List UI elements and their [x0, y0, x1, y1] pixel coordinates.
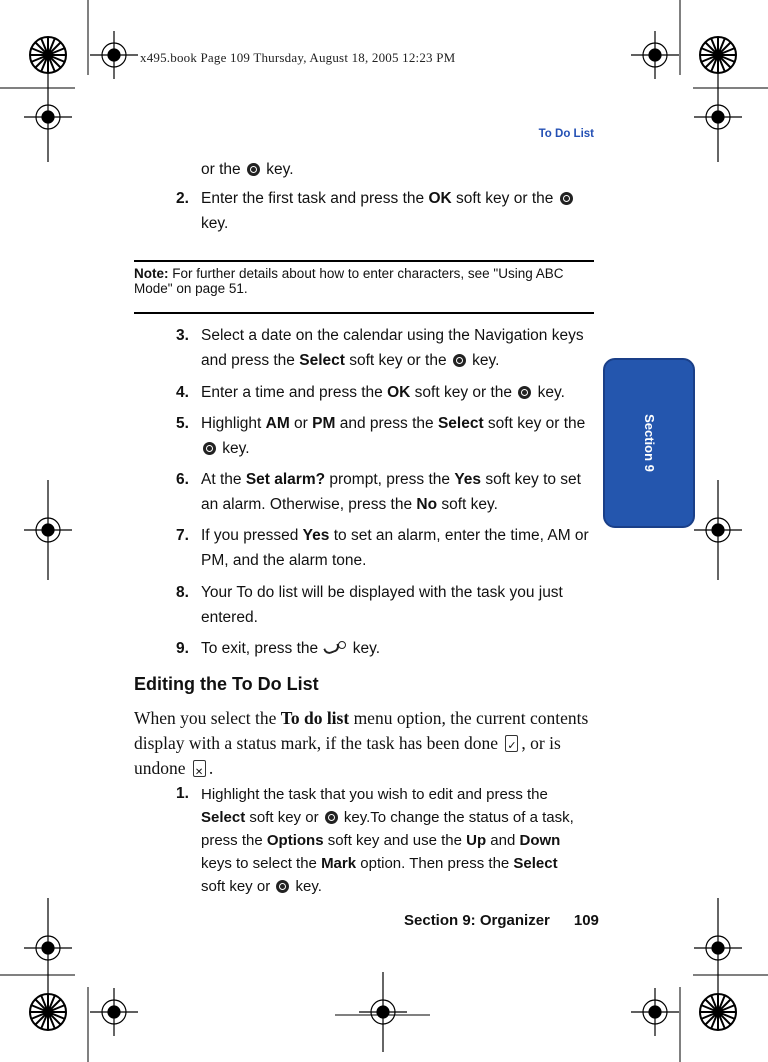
step-7-line-2: PM, and the alarm tone.: [201, 552, 367, 569]
step-3-line-2: and press the Select soft key or the key.: [201, 352, 500, 369]
step-5-line-1: Highlight AM or PM and press the Select soft key or the: [201, 415, 586, 432]
task-undone-icon: [193, 760, 206, 777]
select-key-icon: [203, 442, 216, 455]
select-key-icon: [560, 192, 573, 205]
section-heading: Editing the To Do List: [134, 674, 319, 694]
step-number: 7.: [176, 527, 189, 544]
step-8-line-1: Your To do list will be displayed with the task you just: [201, 584, 563, 601]
step-number: 3.: [176, 327, 189, 344]
step-number: 8.: [176, 584, 189, 601]
note-block: Note: For further details about how to enter characters, see "Using ABC Mode" on page 51.: [134, 266, 564, 296]
select-key-icon: [276, 880, 289, 893]
step-5-line-2: key.: [201, 438, 250, 460]
select-key-icon: [453, 354, 466, 367]
step-2-line-2: key.: [201, 215, 229, 232]
book-info-line: x495.book Page 109 Thursday, August 18, 2005 12:23 PM: [140, 50, 456, 65]
step-6-line-1: At the Set alarm? prompt, press the Yes soft key to set: [201, 471, 581, 488]
step-number: 1.: [176, 785, 189, 802]
page-number: 109: [573, 912, 599, 929]
footer-section: Section 9: Organizer: [404, 912, 550, 929]
step-continuation: or the key.: [201, 161, 294, 178]
edit-step-1: Highlight the task that you wish to edit and press the Select soft key or key.To change the status of a task, press the Options soft key and use the Up and Down keys to select the Mark option. Then press the Select soft key or key.: [201, 786, 574, 895]
step-4-line-1: Enter a time and press the OK soft key or the key.: [201, 384, 565, 401]
step-number: 5.: [176, 415, 189, 432]
step-number: 2.: [176, 190, 189, 207]
select-key-icon: [325, 811, 338, 824]
step-number: 9.: [176, 640, 189, 657]
running-header: To Do List: [538, 128, 594, 140]
step-number: 6.: [176, 471, 189, 488]
step-9-line-1: To exit, press the key.: [201, 640, 381, 657]
step-2-line-1: Enter the first task and press the OK soft key or the: [201, 188, 575, 210]
select-key-icon: [518, 386, 531, 399]
task-done-icon: [505, 735, 518, 752]
end-key-icon: [322, 641, 348, 655]
section-paragraph: When you select the To do list menu option, the current contents display with a status mark, if the task has been done ✓, or is undone ✕.: [134, 706, 596, 781]
page-footer: [404, 912, 599, 929]
note-rule-bottom: [134, 312, 594, 314]
note-rule-top: [134, 260, 594, 262]
step-6-line-2: an alarm. Otherwise, press the No soft key.: [201, 496, 498, 513]
step-number: 4.: [176, 384, 189, 401]
section-tab-label: Section 9: [642, 414, 657, 472]
step-7-line-1: If you pressed Yes to set an alarm, enter the time, AM or: [201, 527, 589, 544]
select-key-icon: [247, 163, 260, 176]
step-3-line-1: Select a date on the calendar using the Navigation keys: [201, 327, 584, 344]
step-8-line-2: entered.: [201, 609, 258, 626]
